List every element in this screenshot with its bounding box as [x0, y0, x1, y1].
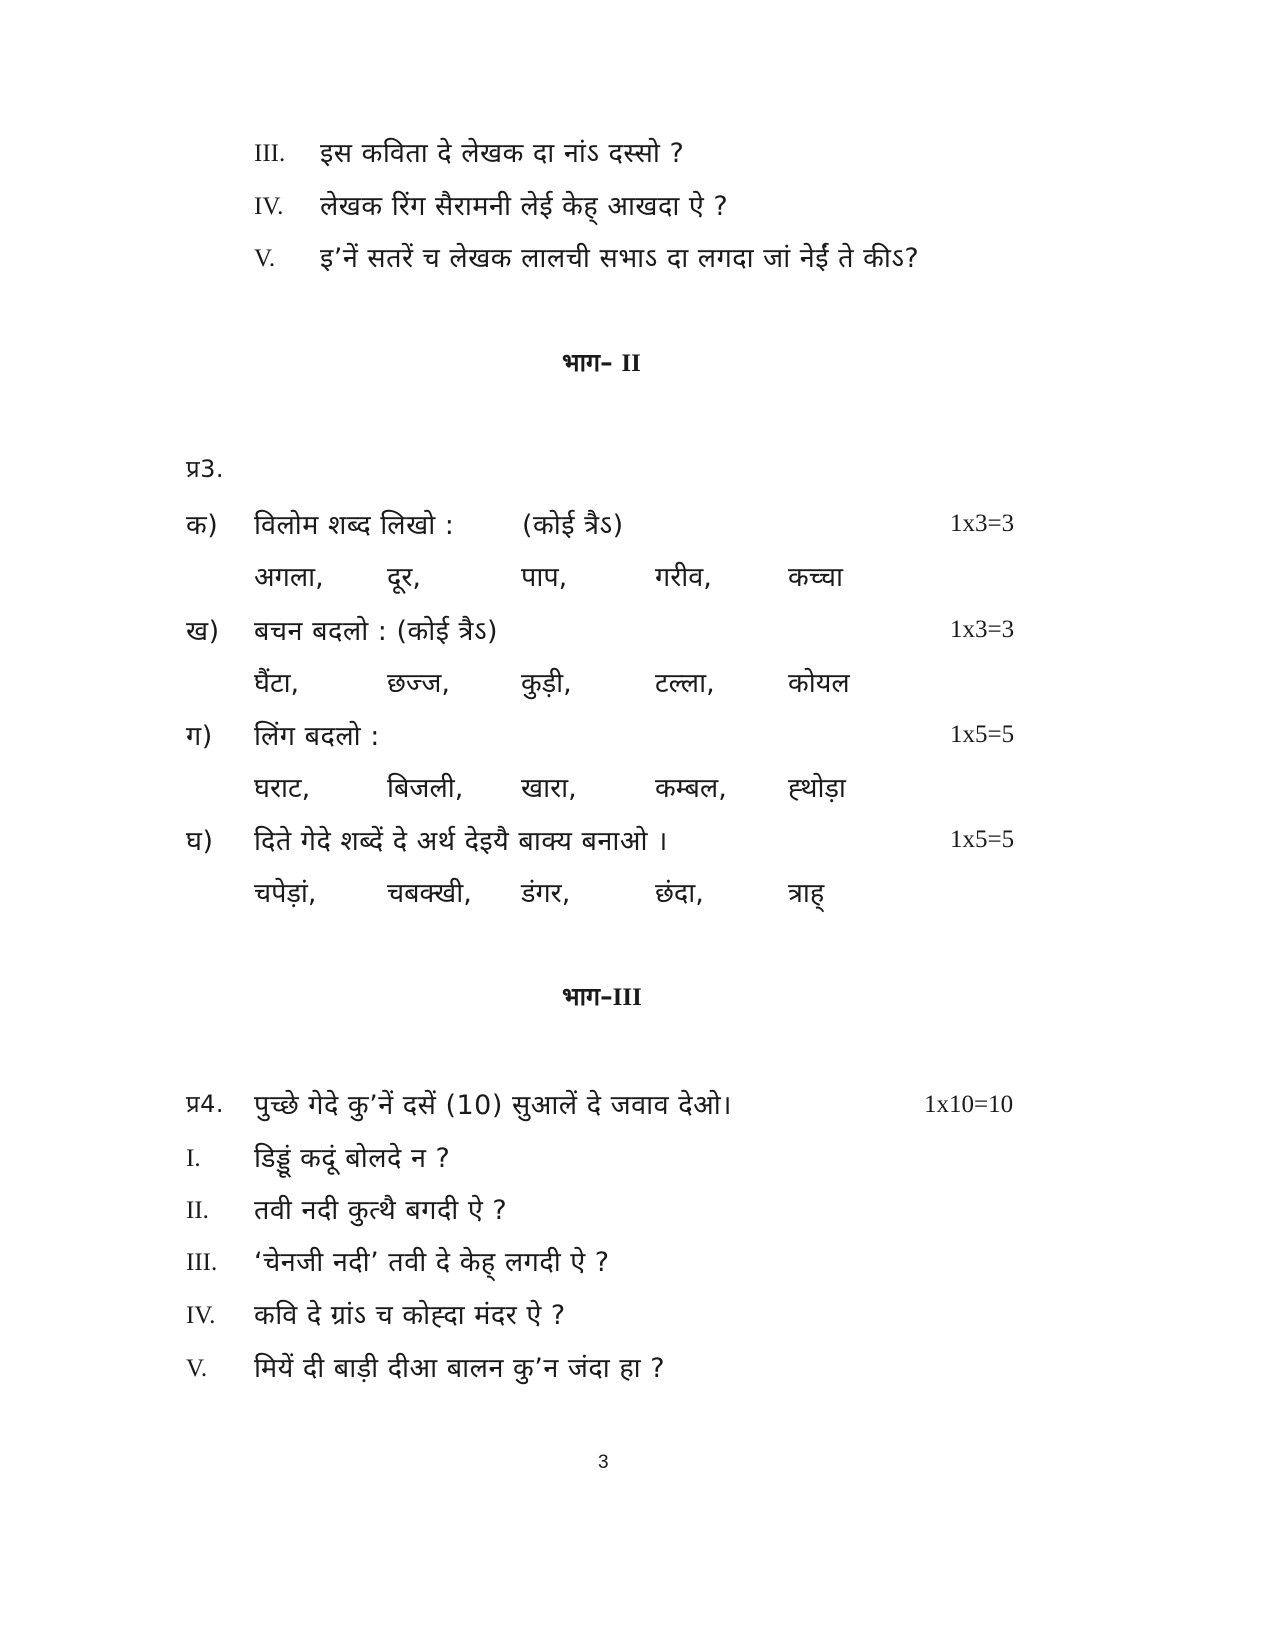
- part-letter: ग): [186, 721, 213, 752]
- word: त्राह्: [788, 878, 825, 909]
- word: घराट,: [254, 773, 311, 804]
- part-instruction: दिते गेदे शब्दें दे अर्थ देइयै बाक्य बनाओ ।: [254, 826, 668, 857]
- question-text: तवी नदी कुत्थै बगदी ऐ ?: [254, 1195, 508, 1226]
- question-text: डिड्डूं कदूं बोलदे न ?: [254, 1143, 451, 1174]
- section-heading-prefix: भाग–: [562, 348, 622, 377]
- word: अगला,: [254, 562, 324, 593]
- question-number: I.: [186, 1145, 201, 1172]
- marks: 1x3=3: [950, 616, 1015, 643]
- word: डंगर,: [521, 878, 571, 909]
- question-instruction: पुच्छे गेदे कु’नें दसें (10) सुआलें दे जवाव देओ।: [254, 1090, 732, 1121]
- section-heading-roman: III: [612, 984, 642, 1011]
- question-number: III.: [254, 140, 286, 167]
- word: पाप,: [521, 562, 568, 593]
- question-text: इ’नें सतरें च लेखक लालची सभाऽ दा लगदा जां नेईं ते कीऽ?: [320, 243, 920, 274]
- part-extra: (कोई त्रैऽ): [522, 510, 624, 541]
- word: छंदा,: [655, 878, 704, 909]
- word: कच्चा: [788, 562, 844, 593]
- marks: 1x10=10: [924, 1091, 1014, 1118]
- marks: 1x3=3: [950, 510, 1015, 537]
- word: चबक्खी,: [387, 878, 472, 909]
- question-text: मियें दी बाड़ी दीआ बालन कु’न जंदा हा ?: [254, 1353, 666, 1384]
- question-text: इस कविता दे लेखक दा नांऽ दस्सो ?: [320, 138, 685, 169]
- question-number: V.: [186, 1355, 208, 1382]
- question-text: लेखक रिंग सैरामनी लेई केह् आखदा ऐ ?: [320, 191, 729, 222]
- word: खारा,: [521, 773, 577, 804]
- word: ह्थोड़ा: [788, 773, 846, 804]
- word: कोयल: [788, 668, 850, 699]
- question-number: IV.: [254, 193, 284, 220]
- section-heading-prefix: भाग–: [562, 982, 613, 1011]
- marks: 1x5=5: [950, 826, 1015, 853]
- part-instruction: विलोम शब्द लिखो :: [254, 510, 455, 541]
- word: बिजली,: [387, 773, 464, 804]
- word: छज्ज,: [387, 668, 450, 699]
- word: टल्ला,: [655, 668, 715, 699]
- question-label: प्र4.: [186, 1090, 225, 1118]
- word: दूर,: [387, 562, 421, 593]
- part-letter: ख): [186, 616, 220, 647]
- word: चपेड़ां,: [254, 878, 317, 909]
- question-text: कवि दे ग्रांऽ च कोह्दा मंदर ऐ ?: [254, 1300, 566, 1331]
- page-number: 3: [598, 1452, 609, 1473]
- part-letter: क): [186, 510, 219, 541]
- section-heading: [562, 979, 642, 1013]
- word: कम्बल,: [655, 773, 727, 804]
- question-number: V.: [254, 245, 276, 272]
- part-letter: घ): [186, 826, 214, 857]
- question-number: III.: [186, 1249, 218, 1276]
- question-number: II.: [186, 1197, 209, 1224]
- question-label: प्र3.: [186, 455, 225, 483]
- question-number: IV.: [186, 1302, 216, 1329]
- section-heading: [562, 345, 641, 379]
- part-instruction: लिंग बदलो :: [254, 721, 380, 752]
- word: घैंटा,: [254, 668, 300, 699]
- word: कुड़ी,: [521, 668, 572, 699]
- section-heading-roman: II: [621, 350, 641, 377]
- marks: 1x5=5: [950, 721, 1015, 748]
- question-text: ‘चेनजी नदी’ तवी दे केह् लगदी ऐ ?: [254, 1247, 610, 1278]
- word: गरीव,: [655, 562, 712, 593]
- part-instruction: बचन बदलो : (कोई त्रैऽ): [254, 616, 499, 647]
